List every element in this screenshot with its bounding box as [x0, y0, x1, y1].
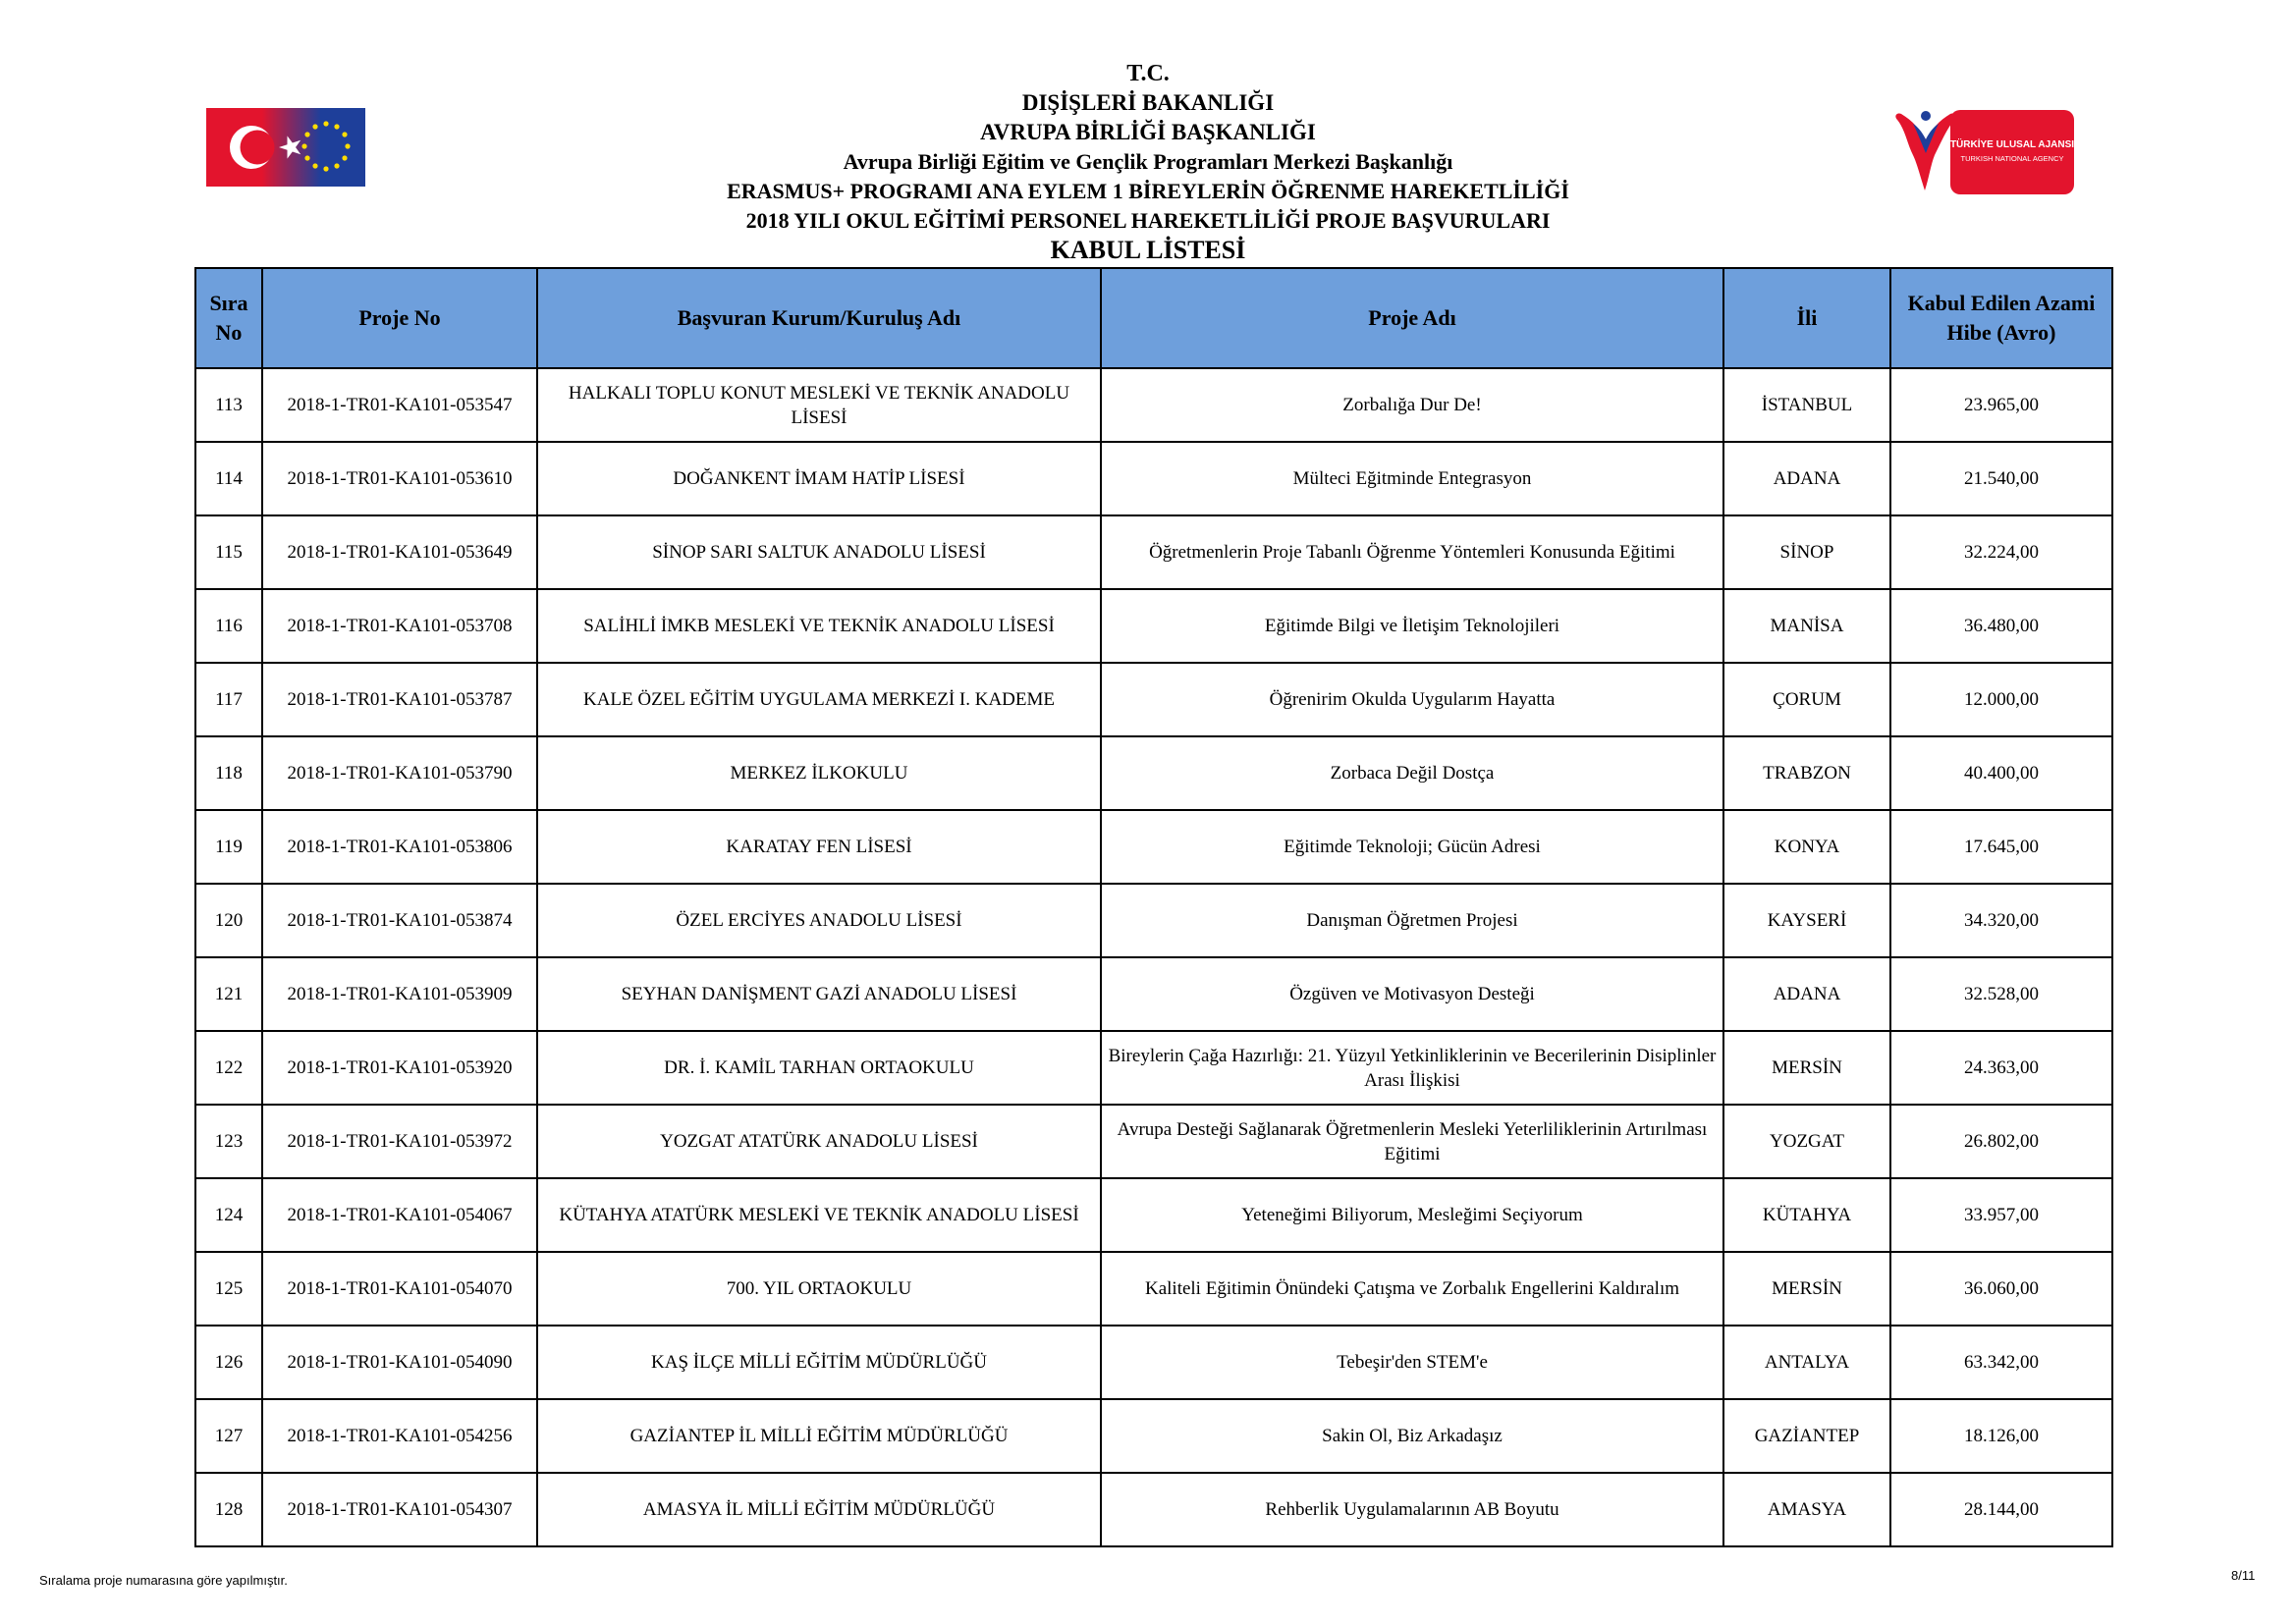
table-row: [195, 1473, 2112, 1546]
column-header-kurum-adi: Başvuran Kurum/Kuruluş Adı: [537, 268, 1101, 368]
header-line-center: Avrupa Birliği Eğitim ve Gençlik Programları Merkezi Başkanlığı: [843, 149, 1453, 174]
cell-hibe: 12.000,00: [1890, 663, 2112, 736]
cell-sira-no: 125: [195, 1252, 262, 1326]
cell-proje-adi: Eğitimde Bilgi ve İletişim Teknolojileri: [1101, 589, 1723, 663]
cell-proje-no: 2018-1-TR01-KA101-053790: [262, 736, 537, 810]
table-row: [195, 663, 2112, 736]
cell-proje-no: 2018-1-TR01-KA101-053708: [262, 589, 537, 663]
table-row: [195, 1399, 2112, 1473]
cell-proje-adi: Bireylerin Çağa Hazırlığı: 21. Yüzyıl Yetkinliklerinin ve Becerilerinin Disiplinler Arası İlişkisi: [1101, 1031, 1723, 1105]
cell-proje-no: 2018-1-TR01-KA101-053874: [262, 884, 537, 957]
cell-hibe: 32.224,00: [1890, 515, 2112, 589]
cell-proje-no: 2018-1-TR01-KA101-053920: [262, 1031, 537, 1105]
cell-sira-no: 113: [195, 368, 262, 442]
cell-ili: MERSİN: [1723, 1031, 1890, 1105]
table-row: [195, 1178, 2112, 1252]
cell-proje-no: 2018-1-TR01-KA101-054090: [262, 1326, 537, 1399]
header-line-ministry: DIŞİŞLERİ BAKANLIĞI: [1021, 90, 1275, 115]
cell-hibe: 63.342,00: [1890, 1326, 2112, 1399]
header-line-tc: T.C.: [1126, 61, 1170, 86]
cell-kurum-adi: KÜTAHYA ATATÜRK MESLEKİ VE TEKNİK ANADOLU LİSESİ: [537, 1178, 1101, 1252]
cell-sira-no: 126: [195, 1326, 262, 1399]
table-row: [195, 1031, 2112, 1105]
acceptance-list-table: [194, 267, 2113, 1547]
cell-kurum-adi: KAŞ İLÇE MİLLİ EĞİTİM MÜDÜRLÜĞÜ: [537, 1326, 1101, 1399]
cell-proje-adi: Avrupa Desteği Sağlanarak Öğretmenlerin Mesleki Yeterliliklerinin Artırılması Eğitimi: [1101, 1105, 1723, 1178]
cell-hibe: 32.528,00: [1890, 957, 2112, 1031]
cell-sira-no: 122: [195, 1031, 262, 1105]
cell-proje-adi: Öğrenirim Okulda Uygularım Hayatta: [1101, 663, 1723, 736]
cell-proje-no: 2018-1-TR01-KA101-053547: [262, 368, 537, 442]
cell-proje-adi: Zorbalığa Dur De!: [1101, 368, 1723, 442]
cell-sira-no: 121: [195, 957, 262, 1031]
cell-proje-no: 2018-1-TR01-KA101-053806: [262, 810, 537, 884]
cell-ili: AMASYA: [1723, 1473, 1890, 1546]
cell-proje-adi: Mülteci Eğitminde Entegrasyon: [1101, 442, 1723, 515]
cell-proje-no: 2018-1-TR01-KA101-053610: [262, 442, 537, 515]
cell-hibe: 33.957,00: [1890, 1178, 2112, 1252]
cell-proje-no: 2018-1-TR01-KA101-053787: [262, 663, 537, 736]
table-row: [195, 736, 2112, 810]
cell-ili: KAYSERİ: [1723, 884, 1890, 957]
cell-ili: TRABZON: [1723, 736, 1890, 810]
cell-kurum-adi: ÖZEL ERCİYES ANADOLU LİSESİ: [537, 884, 1101, 957]
cell-ili: GAZİANTEP: [1723, 1399, 1890, 1473]
cell-proje-no: 2018-1-TR01-KA101-054070: [262, 1252, 537, 1326]
cell-proje-adi: Sakin Ol, Biz Arkadaşız: [1101, 1399, 1723, 1473]
cell-ili: KONYA: [1723, 810, 1890, 884]
cell-proje-no: 2018-1-TR01-KA101-053909: [262, 957, 537, 1031]
table-row: [195, 1105, 2112, 1178]
cell-kurum-adi: SEYHAN DANİŞMENT GAZİ ANADOLU LİSESİ: [537, 957, 1101, 1031]
cell-kurum-adi: 700. YIL ORTAOKULU: [537, 1252, 1101, 1326]
cell-proje-no: 2018-1-TR01-KA101-053649: [262, 515, 537, 589]
cell-sira-no: 118: [195, 736, 262, 810]
cell-sira-no: 116: [195, 589, 262, 663]
cell-kurum-adi: HALKALI TOPLU KONUT MESLEKİ VE TEKNİK ANADOLU LİSESİ: [537, 368, 1101, 442]
cell-sira-no: 124: [195, 1178, 262, 1252]
cell-sira-no: 115: [195, 515, 262, 589]
table-row: [195, 368, 2112, 442]
cell-sira-no: 128: [195, 1473, 262, 1546]
cell-ili: İSTANBUL: [1723, 368, 1890, 442]
table-body: [195, 368, 2112, 1546]
table-row: [195, 589, 2112, 663]
cell-proje-adi: Özgüven ve Motivasyon Desteği: [1101, 957, 1723, 1031]
cell-kurum-adi: GAZİANTEP İL MİLLİ EĞİTİM MÜDÜRLÜĞÜ: [537, 1399, 1101, 1473]
cell-kurum-adi: SİNOP SARI SALTUK ANADOLU LİSESİ: [537, 515, 1101, 589]
cell-proje-adi: Yeteneğimi Biliyorum, Mesleğimi Seçiyorum: [1101, 1178, 1723, 1252]
cell-hibe: 26.802,00: [1890, 1105, 2112, 1178]
cell-hibe: 36.060,00: [1890, 1252, 2112, 1326]
cell-proje-adi: Kaliteli Eğitimin Önündeki Çatışma ve Zorbalık Engellerini Kaldıralım: [1101, 1252, 1723, 1326]
cell-ili: MERSİN: [1723, 1252, 1890, 1326]
column-header-proje-adi: Proje Adı: [1101, 268, 1723, 368]
cell-ili: ANTALYA: [1723, 1326, 1890, 1399]
cell-ili: MANİSA: [1723, 589, 1890, 663]
cell-ili: SİNOP: [1723, 515, 1890, 589]
cell-kurum-adi: KARATAY FEN LİSESİ: [537, 810, 1101, 884]
agency-name-text: TÜRKİYE ULUSAL AJANSI: [1949, 139, 2074, 150]
cell-sira-no: 127: [195, 1399, 262, 1473]
cell-kurum-adi: KALE ÖZEL EĞİTİM UYGULAMA MERKEZİ I. KADEME: [537, 663, 1101, 736]
cell-kurum-adi: DOĞANKENT İMAM HATİP LİSESİ: [537, 442, 1101, 515]
cell-sira-no: 123: [195, 1105, 262, 1178]
cell-proje-no: 2018-1-TR01-KA101-054067: [262, 1178, 537, 1252]
cell-sira-no: 120: [195, 884, 262, 957]
header-line-eu-directorate: AVRUPA BİRLİĞİ BAŞKANLIĞI: [980, 120, 1316, 144]
cell-sira-no: 119: [195, 810, 262, 884]
table-row: [195, 515, 2112, 589]
cell-sira-no: 114: [195, 442, 262, 515]
table-row: [195, 1326, 2112, 1399]
cell-proje-adi: Öğretmenlerin Proje Tabanlı Öğrenme Yöntemleri Konusunda Eğitimi: [1101, 515, 1723, 589]
cell-hibe: 18.126,00: [1890, 1399, 2112, 1473]
cell-hibe: 40.400,00: [1890, 736, 2112, 810]
cell-kurum-adi: DR. İ. KAMİL TARHAN ORTAOKULU: [537, 1031, 1101, 1105]
table-row: [195, 1252, 2112, 1326]
cell-kurum-adi: MERKEZ İLKOKULU: [537, 736, 1101, 810]
header-line-applications: 2018 YILI OKUL EĞİTİMİ PERSONEL HAREKETLİLİĞİ PROJE BAŞVURULARI: [745, 208, 1551, 233]
cell-ili: ADANA: [1723, 442, 1890, 515]
cell-hibe: 17.645,00: [1890, 810, 2112, 884]
cell-sira-no: 117: [195, 663, 262, 736]
cell-proje-adi: Zorbaca Değil Dostça: [1101, 736, 1723, 810]
cell-hibe: 24.363,00: [1890, 1031, 2112, 1105]
cell-proje-adi: Rehberlik Uygulamalarının AB Boyutu: [1101, 1473, 1723, 1546]
cell-hibe: 21.540,00: [1890, 442, 2112, 515]
cell-hibe: 34.320,00: [1890, 884, 2112, 957]
column-header-ili: İli: [1723, 268, 1890, 368]
agency-name-en-text: TURKISH NATIONAL AGENCY: [1960, 154, 2064, 163]
cell-proje-adi: Danışman Öğretmen Projesi: [1101, 884, 1723, 957]
cell-proje-adi: Tebeşir'den STEM'e: [1101, 1326, 1723, 1399]
document-header: [0, 59, 2296, 265]
cell-proje-adi: Eğitimde Teknoloji; Gücün Adresi: [1101, 810, 1723, 884]
cell-proje-no: 2018-1-TR01-KA101-054256: [262, 1399, 537, 1473]
table-row: [195, 442, 2112, 515]
table-header-row: [195, 268, 2112, 368]
cell-kurum-adi: AMASYA İL MİLLİ EĞİTİM MÜDÜRLÜĞÜ: [537, 1473, 1101, 1546]
cell-ili: ADANA: [1723, 957, 1890, 1031]
cell-hibe: 23.965,00: [1890, 368, 2112, 442]
cell-proje-no: 2018-1-TR01-KA101-053972: [262, 1105, 537, 1178]
cell-ili: ÇORUM: [1723, 663, 1890, 736]
table-row: [195, 884, 2112, 957]
cell-proje-no: 2018-1-TR01-KA101-054307: [262, 1473, 537, 1546]
cell-hibe: 28.144,00: [1890, 1473, 2112, 1546]
cell-hibe: 36.480,00: [1890, 589, 2112, 663]
footer-sorting-note: Sıralama proje numarasına göre yapılmıştır.: [39, 1573, 288, 1588]
column-header-hibe: Kabul Edilen Azami Hibe (Avro): [1890, 268, 2112, 368]
column-header-proje-no: Proje No: [262, 268, 537, 368]
cell-ili: YOZGAT: [1723, 1105, 1890, 1178]
table-row: [195, 810, 2112, 884]
cell-kurum-adi: YOZGAT ATATÜRK ANADOLU LİSESİ: [537, 1105, 1101, 1178]
column-header-sira-no: Sıra No: [195, 268, 262, 368]
header-line-programme: ERASMUS+ PROGRAMI ANA EYLEM 1 BİREYLERİN ÖĞRENME HAREKETLİLİĞİ: [727, 179, 1569, 203]
page-title: KABUL LİSTESİ: [1050, 236, 1246, 264]
cell-ili: KÜTAHYA: [1723, 1178, 1890, 1252]
page-number: 8/11: [2231, 1568, 2256, 1583]
table-row: [195, 957, 2112, 1031]
cell-kurum-adi: SALİHLİ İMKB MESLEKİ VE TEKNİK ANADOLU LİSESİ: [537, 589, 1101, 663]
